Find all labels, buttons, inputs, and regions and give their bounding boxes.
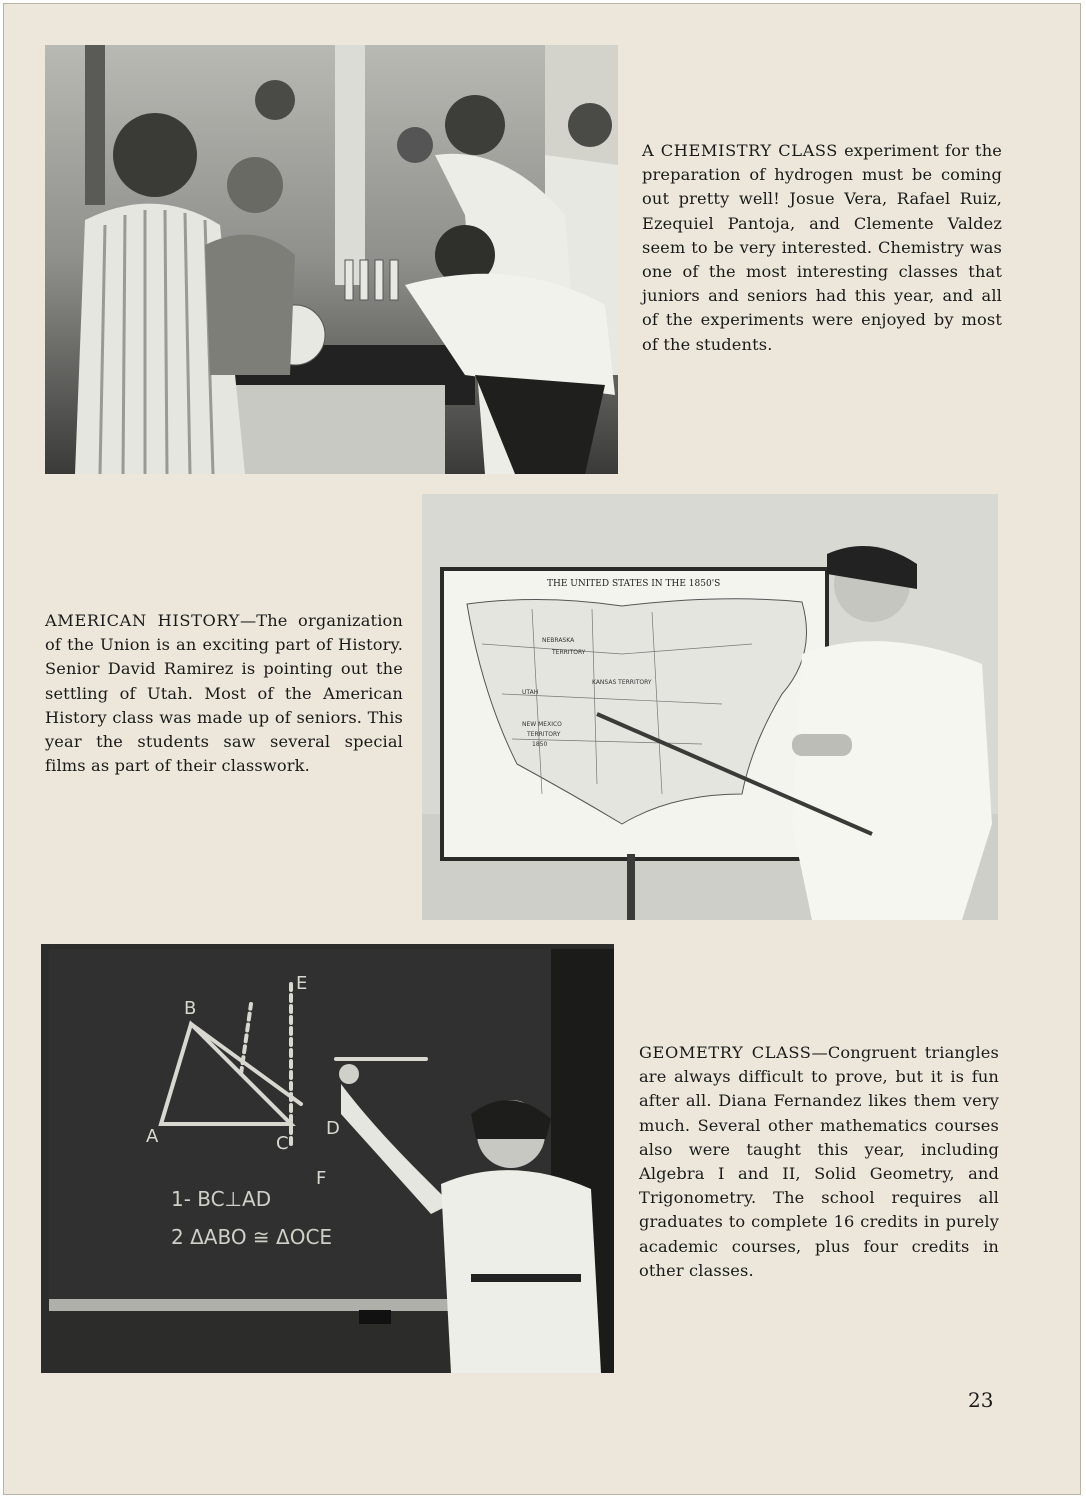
board-point-label: F <box>316 1168 327 1189</box>
history-caption-body: —The organization of the Union is an exciting part of History. Senior David Ramirez is pointing out the settling of Utah. Most of the American History class was made up of seniors. This year the students saw several special films as part of their classwork. <box>45 611 403 776</box>
board-point-label: A <box>146 1126 159 1147</box>
page-number: 23 <box>968 1388 994 1412</box>
history-caption-lead: AMERICAN HISTORY <box>45 611 240 630</box>
board-line: 2 ΔABO ≅ ΔOCE <box>171 1225 333 1249</box>
american-history-photo <box>422 494 998 920</box>
chemistry-caption-body: experiment for the preparation of hydrogen must be coming out pretty well! Josue Vera, Rafael Ruiz, Ezequiel Pantoja, and Clemente Valdez seem to be very interested. Chemistry was one of the most interesting classes that juniors and seniors had this year, and all of the experiments were enjoyed by most of the students. <box>642 141 1003 354</box>
map-title: THE UNITED STATES IN THE 1850'S <box>547 579 721 589</box>
geometry-caption-lead: GEOMETRY CLASS <box>639 1043 812 1062</box>
map-label: NEBRASKA <box>542 637 575 644</box>
board-point-label: D <box>326 1118 340 1139</box>
map-label: NEW MEXICO <box>522 721 562 728</box>
board-line: 1- BC⊥AD <box>171 1187 272 1211</box>
board-point-label: C <box>276 1133 289 1154</box>
geometry-class-photo <box>41 944 614 1373</box>
map-label: TERRITORY <box>552 649 586 656</box>
map-label: KANSAS TERRITORY <box>592 679 652 686</box>
board-point-label: B <box>184 998 197 1019</box>
geometry-caption-body: —Congruent triangles are always difficult to prove, but it is fun after all. Diana Fernandez likes them very much. Several other mathematics courses also were taught this year, including Algebra I and II, Solid Geometry, and Trigonometry. The school requires all graduates to complete 16 credits in purely academic courses, plus four credits in other classes. <box>639 1043 999 1280</box>
map-label: 1850 <box>532 741 548 748</box>
yearbook-page <box>3 3 1081 1495</box>
map-label: TERRITORY <box>527 731 561 738</box>
chemistry-caption-lead: A CHEMISTRY CLASS <box>642 141 838 160</box>
board-point-label: E <box>296 973 308 994</box>
chemistry-class-photo <box>45 45 618 474</box>
history-caption <box>45 609 403 778</box>
geometry-caption <box>639 1041 999 1283</box>
chemistry-caption <box>642 139 1002 357</box>
map-label: UTAH <box>522 689 539 696</box>
